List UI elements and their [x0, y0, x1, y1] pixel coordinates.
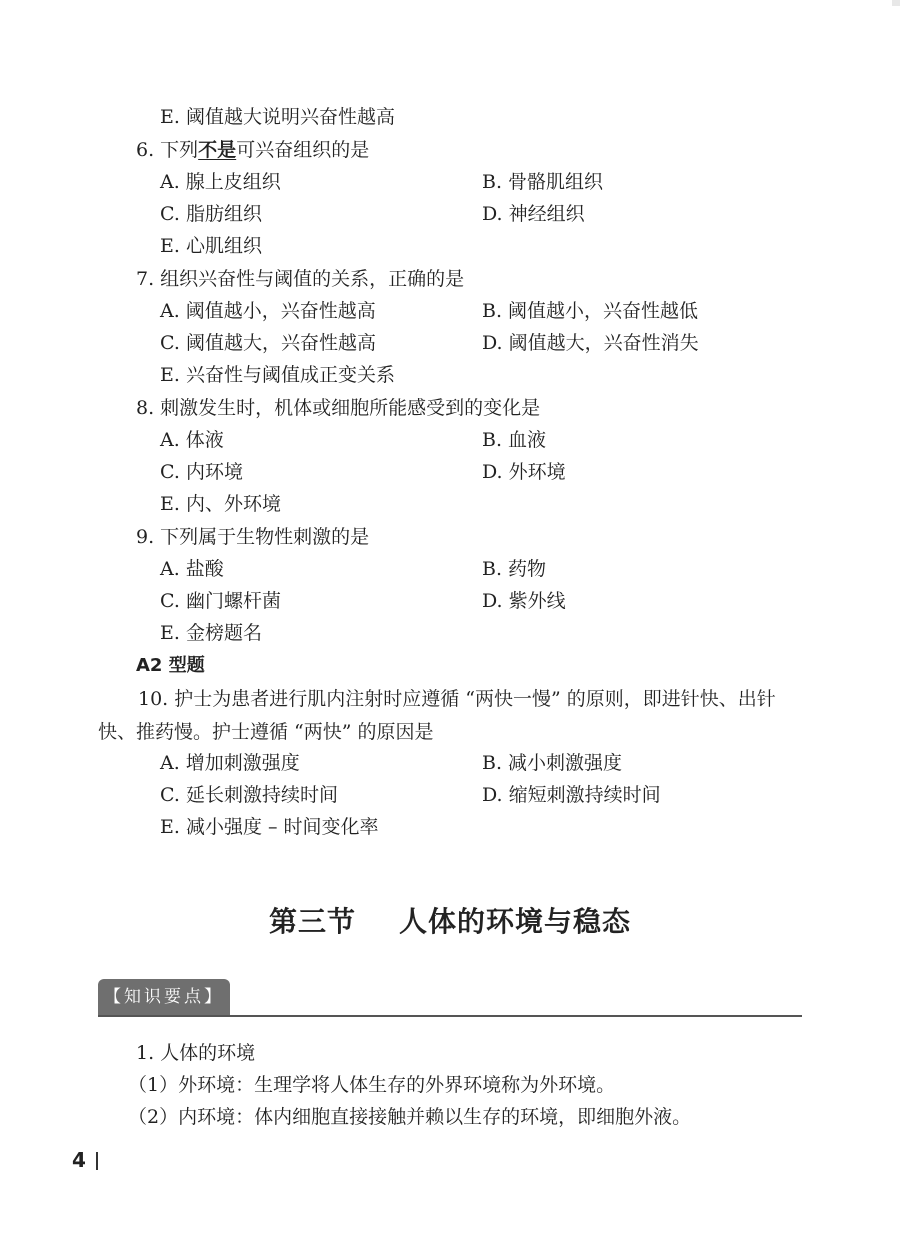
q8-option-b: B. 血液	[482, 429, 547, 451]
q7-option-d: D. 阈值越大，兴奋性消失	[482, 332, 699, 354]
q10-option-d: D. 缩短刺激持续时间	[482, 784, 661, 806]
page-number: 4	[72, 1148, 86, 1172]
q10-option-b: B. 减小刺激强度	[482, 752, 623, 774]
q10-option-e: E. 减小强度 – 时间变化率	[160, 816, 379, 838]
q9-option-b: B. 药物	[482, 558, 547, 580]
q6-option-a: A. 腺上皮组织	[160, 171, 281, 193]
q6-stem-number: 6. 下列	[136, 139, 199, 161]
section-title: 第三节 人体的环境与稳态	[269, 905, 631, 938]
knowledge-item-1-2: （2）内环境：体内细胞直接接触并赖以生存的环境，即细胞外液。	[128, 1106, 692, 1128]
q8-option-a: A. 体液	[160, 429, 224, 451]
q9-option-e: E. 金榜题名	[160, 622, 262, 644]
q8-option-c: C. 内环境	[160, 461, 243, 483]
question-type-heading: A2 型题	[136, 655, 205, 676]
q6-option-d: D. 神经组织	[482, 203, 585, 225]
q6-option-b: B. 骨骼肌组织	[482, 171, 604, 193]
knowledge-item-1: 1. 人体的环境	[136, 1042, 256, 1064]
page-number-divider	[96, 1152, 98, 1170]
q7-option-b: B. 阈值越小，兴奋性越低	[482, 300, 699, 322]
q10-option-a: A. 增加刺激强度	[160, 752, 300, 774]
q6-option-e: E. 心肌组织	[160, 235, 262, 257]
knowledge-points-tab: 【知识要点】	[98, 979, 230, 1015]
q9-option-d: D. 紫外线	[482, 590, 566, 612]
q7-stem: 7. 组织兴奋性与阈值的关系，正确的是	[136, 268, 465, 290]
q7-option-a: A. 阈值越小，兴奋性越高	[160, 300, 376, 322]
q9-stem: 9. 下列属于生物性刺激的是	[136, 526, 370, 548]
q7-option-c: C. 阈值越大，兴奋性越高	[160, 332, 376, 354]
q8-option-e: E. 内、外环境	[160, 493, 281, 515]
q6-stem-rest: 可兴奋组织的是	[236, 139, 370, 161]
q5-option-e: E. 阈值越大说明兴奋性越高	[160, 106, 395, 128]
q6-stem-emphasis: 不是	[198, 139, 237, 161]
q9-option-a: A. 盐酸	[160, 558, 224, 580]
q6-stem	[136, 137, 369, 163]
knowledge-item-1-1: （1）外环境：生理学将人体生存的外界环境称为外环境。	[128, 1074, 616, 1096]
corner-mark	[892, 0, 900, 6]
q9-option-c: C. 幽门螺杆菌	[160, 590, 281, 612]
q10-option-c: C. 延长刺激持续时间	[160, 784, 338, 806]
q8-option-d: D. 外环境	[482, 461, 566, 483]
knowledge-points-rule	[98, 1015, 802, 1017]
q6-option-c: C. 脂肪组织	[160, 203, 262, 225]
q8-stem: 8. 刺激发生时，机体或细胞所能感受到的变化是	[136, 397, 541, 419]
q10-stem: 10. 护士为患者进行肌内注射时应遵循 “两快一慢” 的原则，即进针快、出针快、推药慢。护士遵循 “两快” 的原因是	[98, 688, 776, 743]
q7-option-e: E. 兴奋性与阈值成正变关系	[160, 364, 395, 386]
